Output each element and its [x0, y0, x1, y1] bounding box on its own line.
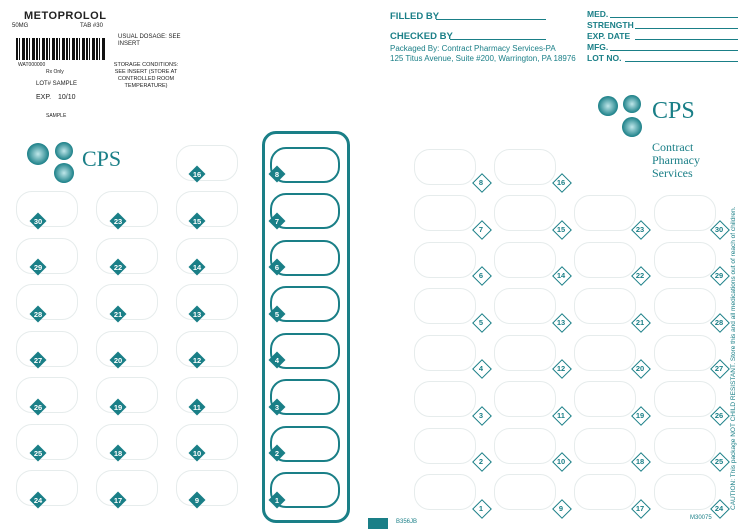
- day-marker-right-b-11: [553, 407, 570, 424]
- day-marker-tray-2: [269, 445, 286, 462]
- day-number: 23: [113, 216, 123, 226]
- blister-cell-right-a-2[interactable]: [414, 428, 476, 464]
- day-marker-left-b-18: [110, 445, 127, 462]
- blister-cell-right-d-24[interactable]: [654, 474, 716, 510]
- blister-cell-right-d-29[interactable]: [654, 242, 716, 278]
- day-number: 23: [635, 224, 645, 234]
- blister-cell-right-b-10[interactable]: [494, 428, 556, 464]
- day-marker-tray-7: [269, 213, 286, 230]
- blister-cell-left-a-25[interactable]: [16, 424, 78, 460]
- day-number: 30: [714, 224, 724, 234]
- blister-cell-right-c-21[interactable]: [574, 288, 636, 324]
- day-number: 9: [194, 495, 200, 505]
- day-number: 5: [478, 317, 484, 327]
- day-number: 29: [714, 271, 724, 280]
- blister-cell-right-a-5[interactable]: [414, 288, 476, 324]
- blister-cell-right-a-8[interactable]: [414, 149, 476, 185]
- day-number: 6: [478, 271, 484, 280]
- blister-cell-left-b-18[interactable]: [96, 424, 158, 460]
- day-marker-right-a-6: [473, 267, 490, 284]
- day-marker-left-a-25: [30, 445, 47, 462]
- blister-cell-left-c-15[interactable]: [176, 191, 238, 227]
- day-number: 25: [714, 457, 724, 466]
- strength-label: STRENGTH: [587, 20, 634, 30]
- day-number: 1: [274, 495, 280, 505]
- day-marker-right-c-22: [632, 267, 649, 284]
- day-number: 13: [556, 317, 566, 327]
- day-number: 15: [192, 216, 202, 226]
- day-marker-tray-8: [269, 166, 286, 183]
- day-number: 3: [274, 402, 280, 412]
- blister-cell-right-d-28[interactable]: [654, 288, 716, 324]
- day-number: 20: [635, 364, 645, 373]
- blister-cell-left-a-27[interactable]: [16, 331, 78, 367]
- day-number: 14: [556, 271, 566, 280]
- day-marker-right-a-3: [473, 407, 490, 424]
- label-usual-dosage: USUAL DOSAGE: SEE INSERT: [118, 34, 181, 47]
- day-number: 11: [557, 410, 565, 420]
- day-marker-right-d-28: [711, 314, 728, 331]
- day-number: 11: [193, 402, 201, 412]
- blister-cell-right-c-18[interactable]: [574, 428, 636, 464]
- blister-cell-left-b-19[interactable]: [96, 377, 158, 413]
- day-marker-right-d-27: [711, 360, 728, 377]
- day-marker-right-b-13: [553, 314, 570, 331]
- day-number: 27: [714, 364, 724, 373]
- day-marker-left-b-21: [110, 306, 127, 323]
- day-marker-right-c-21: [632, 314, 649, 331]
- blister-cell-right-b-13[interactable]: [494, 288, 556, 324]
- day-number: 19: [113, 402, 123, 412]
- day-number: 28: [33, 309, 43, 319]
- day-marker-right-a-8: [473, 174, 490, 191]
- day-marker-right-d-26: [711, 407, 728, 424]
- day-number: 13: [192, 309, 202, 319]
- day-marker-right-d-24: [711, 500, 728, 517]
- day-number: 15: [556, 224, 566, 234]
- checked-by-label: CHECKED BY: [390, 31, 453, 42]
- form-code: B356JB: [396, 519, 418, 525]
- center-tray: [262, 131, 350, 523]
- blister-cell-right-d-25[interactable]: [654, 428, 716, 464]
- mfg-label: MFG.: [587, 42, 609, 52]
- blister-cell-left-c-10[interactable]: [176, 424, 238, 460]
- day-marker-left-c-13: [189, 306, 206, 323]
- packager-address: 125 Titus Avenue, Suite #200, Warrington, PA 18976: [390, 54, 576, 63]
- day-number: 28: [714, 317, 724, 327]
- blister-cell-left-a-26[interactable]: [16, 377, 78, 413]
- day-number: 10: [556, 457, 566, 466]
- blister-cell-right-d-30[interactable]: [654, 195, 716, 231]
- blister-cell-left-b-22[interactable]: [96, 238, 158, 274]
- filled-by-label: FILLED BY: [390, 11, 440, 22]
- day-marker-right-b-16: [553, 174, 570, 191]
- logo-name-line1: Contract: [652, 140, 694, 154]
- day-number: 16: [192, 170, 202, 179]
- day-number: 17: [635, 503, 645, 513]
- day-marker-tray-1: [269, 492, 286, 509]
- packaged-by: Packaged By: Contract Pharmacy Services-PA: [390, 44, 556, 53]
- part-code: M30075: [690, 515, 712, 521]
- day-marker-left-a-29: [30, 259, 47, 276]
- blister-cell-left-a-30[interactable]: [16, 191, 78, 227]
- day-number: 26: [33, 402, 43, 412]
- day-number: 26: [714, 410, 724, 420]
- blister-cell-right-b-16[interactable]: [494, 149, 556, 185]
- day-number: 18: [113, 449, 123, 458]
- day-marker-right-a-2: [473, 453, 490, 470]
- day-marker-right-a-4: [473, 360, 490, 377]
- day-number: 24: [714, 503, 724, 513]
- day-marker-left-a-28: [30, 306, 47, 323]
- label-exp-value: 10/10: [58, 94, 76, 101]
- day-number: 7: [478, 224, 484, 234]
- day-number: 22: [113, 263, 123, 272]
- day-number: 25: [33, 449, 43, 458]
- logo-name-line3: Services: [652, 166, 693, 180]
- day-number: 2: [274, 449, 280, 458]
- blister-cell-left-b-17[interactable]: [96, 470, 158, 506]
- blister-cell-right-d-26[interactable]: [654, 381, 716, 417]
- day-marker-right-d-29: [711, 267, 728, 284]
- blister-cell-left-c-13[interactable]: [176, 284, 238, 320]
- day-number: 16: [556, 178, 566, 187]
- day-number: 1: [478, 503, 484, 513]
- day-marker-right-b-14: [553, 267, 570, 284]
- blister-cell-left-b-20[interactable]: [96, 331, 158, 367]
- logo-name-line2: Pharmacy: [652, 153, 700, 167]
- day-marker-right-b-12: [553, 360, 570, 377]
- day-marker-left-a-26: [30, 399, 47, 416]
- blister-cell-right-a-3[interactable]: [414, 381, 476, 417]
- day-marker-left-b-19: [110, 399, 127, 416]
- blister-cell-left-a-29[interactable]: [16, 238, 78, 274]
- day-number: 3: [478, 410, 484, 420]
- footer-square-icon: [368, 518, 388, 529]
- day-marker-tray-5: [269, 306, 286, 323]
- day-number: 19: [635, 410, 645, 420]
- day-marker-left-c-9: [189, 492, 206, 509]
- day-number: 14: [192, 263, 202, 272]
- label-storage: STORAGE CONDITIONS: SEE INSERT (STORE AT CONTROLLED ROOM TEMPERATURE): [113, 62, 179, 89]
- day-number: 8: [274, 170, 280, 179]
- caution-text: CAUTION: This package NOT CHILD RESISTANT. Store this and all medications out of reach of children.: [730, 206, 737, 510]
- day-marker-right-b-15: [553, 221, 570, 238]
- day-marker-left-c-10: [189, 445, 206, 462]
- day-marker-right-d-25: [711, 453, 728, 470]
- day-marker-left-a-24: [30, 492, 47, 509]
- label-sample: SAMPLE: [46, 113, 67, 119]
- day-marker-right-c-19: [632, 407, 649, 424]
- day-number: 12: [556, 364, 566, 373]
- day-number: 9: [558, 503, 564, 513]
- day-marker-left-c-16: [189, 166, 206, 183]
- day-number: 4: [478, 364, 484, 373]
- drug-name: METOPROLOL: [24, 10, 107, 22]
- day-number: 22: [635, 271, 645, 280]
- day-marker-left-c-12: [189, 352, 206, 369]
- day-marker-right-d-30: [711, 221, 728, 238]
- blister-cell-right-b-14[interactable]: [494, 242, 556, 278]
- blister-cell-left-b-21[interactable]: [96, 284, 158, 320]
- day-marker-tray-3: [269, 399, 286, 416]
- day-marker-right-b-10: [553, 453, 570, 470]
- blister-cell-right-a-4[interactable]: [414, 335, 476, 371]
- day-number: 24: [33, 495, 43, 505]
- day-number: 21: [113, 309, 123, 319]
- blister-cell-right-c-23[interactable]: [574, 195, 636, 231]
- day-marker-right-c-18: [632, 453, 649, 470]
- day-marker-right-a-5: [473, 314, 490, 331]
- blister-cell-right-b-11[interactable]: [494, 381, 556, 417]
- label-small-code: WAT000000: [18, 62, 46, 68]
- day-number: 6: [274, 263, 280, 272]
- day-number: 27: [33, 356, 43, 365]
- label-rx-only: Rx Only: [46, 69, 64, 75]
- logo-abbr-left: CPS: [82, 146, 122, 171]
- drug-quantity: TAB #30: [80, 23, 103, 29]
- blister-cell-right-c-19[interactable]: [574, 381, 636, 417]
- label-exp-label: EXP.: [36, 94, 52, 101]
- blister-cell-right-a-7[interactable]: [414, 195, 476, 231]
- day-number: 10: [192, 449, 202, 458]
- lot-no-label: LOT NO.: [587, 53, 622, 63]
- blister-cell-left-b-23[interactable]: [96, 191, 158, 227]
- blister-cell-right-c-22[interactable]: [574, 242, 636, 278]
- drug-strength: 50MG: [12, 23, 29, 29]
- blister-cell-right-d-27[interactable]: [654, 335, 716, 371]
- day-number: 12: [192, 356, 202, 365]
- exp-date-label: EXP. DATE: [587, 31, 631, 41]
- day-number: 30: [33, 216, 43, 226]
- day-marker-left-b-23: [110, 213, 127, 230]
- day-number: 8: [478, 178, 484, 187]
- day-marker-left-a-27: [30, 352, 47, 369]
- day-marker-left-c-15: [189, 213, 206, 230]
- day-number: 20: [113, 356, 123, 365]
- blister-cell-left-a-24[interactable]: [16, 470, 78, 506]
- day-marker-right-c-23: [632, 221, 649, 238]
- blister-cell-right-b-12[interactable]: [494, 335, 556, 371]
- day-marker-left-b-17: [110, 492, 127, 509]
- day-marker-right-c-20: [632, 360, 649, 377]
- logo-abbr-right: CPS: [652, 98, 695, 124]
- blister-cell-left-c-9[interactable]: [176, 470, 238, 506]
- blister-cell-right-a-6[interactable]: [414, 242, 476, 278]
- day-number: 2: [478, 457, 484, 466]
- blister-cell-left-a-28[interactable]: [16, 284, 78, 320]
- blister-cell-left-c-16[interactable]: [176, 145, 238, 181]
- day-number: 21: [635, 317, 645, 327]
- blister-cell-right-b-15[interactable]: [494, 195, 556, 231]
- day-number: 18: [635, 457, 645, 466]
- day-marker-right-c-17: [632, 500, 649, 517]
- blister-cell-right-c-17[interactable]: [574, 474, 636, 510]
- day-marker-left-c-14: [189, 259, 206, 276]
- day-marker-left-b-20: [110, 352, 127, 369]
- day-marker-left-b-22: [110, 259, 127, 276]
- blister-cell-right-a-1[interactable]: [414, 474, 476, 510]
- med-label: MED.: [587, 9, 609, 19]
- day-marker-right-a-1: [473, 500, 490, 517]
- day-marker-right-b-9: [553, 500, 570, 517]
- day-number: 29: [33, 263, 43, 272]
- day-number: 7: [274, 216, 280, 226]
- blister-cell-left-c-11[interactable]: [176, 377, 238, 413]
- day-marker-right-a-7: [473, 221, 490, 238]
- blister-cell-right-c-20[interactable]: [574, 335, 636, 371]
- label-lot: LOT# SAMPLE: [36, 81, 78, 87]
- blister-cell-right-b-9[interactable]: [494, 474, 556, 510]
- day-number: 5: [274, 309, 280, 319]
- day-number: 4: [274, 356, 280, 365]
- day-number: 17: [113, 495, 123, 505]
- day-marker-left-c-11: [189, 399, 206, 416]
- blister-cell-left-c-12[interactable]: [176, 331, 238, 367]
- day-marker-left-a-30: [30, 213, 47, 230]
- day-marker-tray-4: [269, 352, 286, 369]
- blister-cell-left-c-14[interactable]: [176, 238, 238, 274]
- day-marker-tray-6: [269, 259, 286, 276]
